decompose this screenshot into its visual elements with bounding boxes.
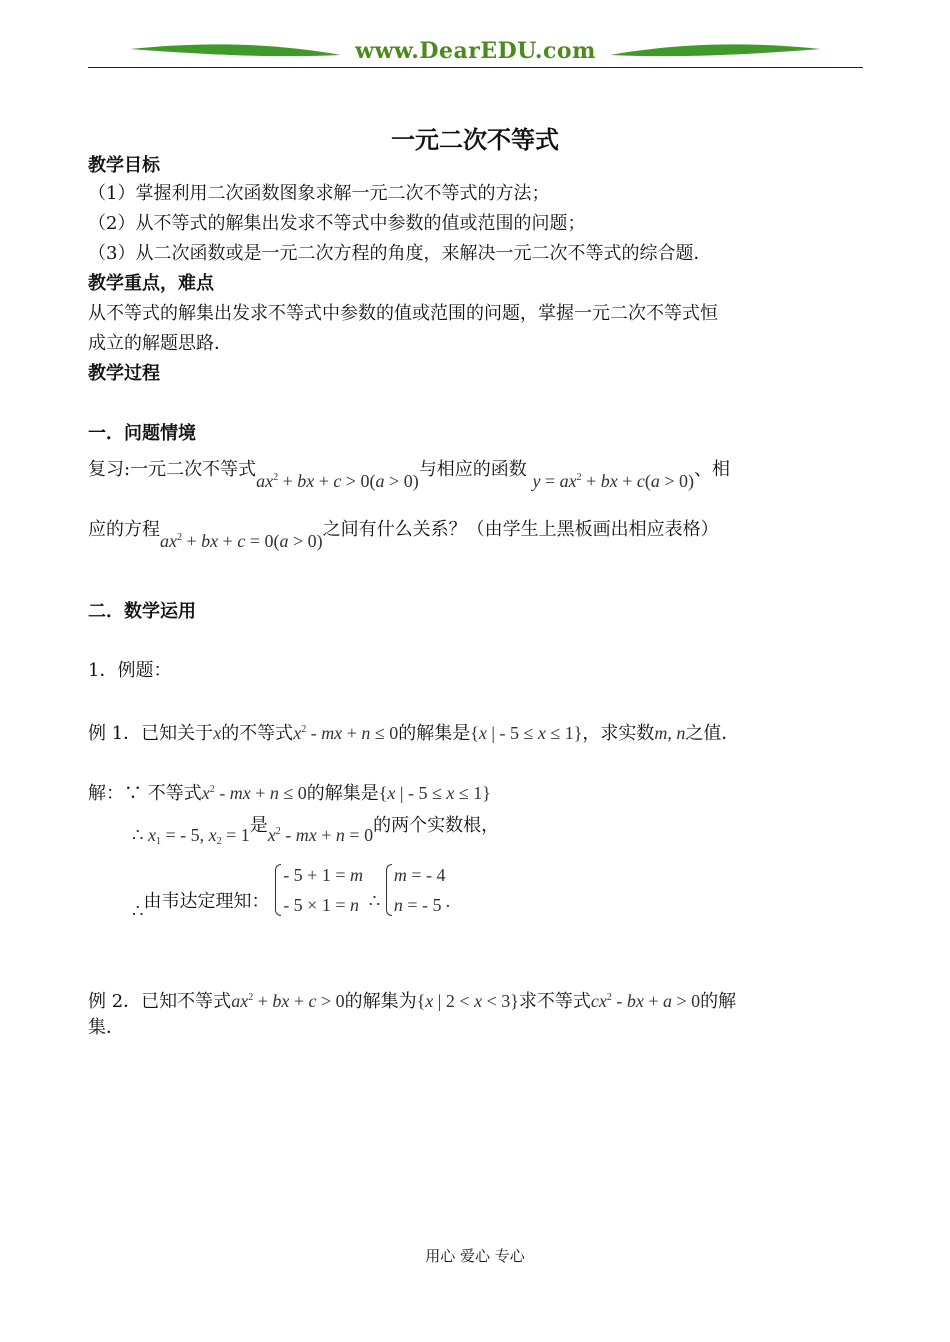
- therefore-icon-2: ∴: [368, 891, 381, 911]
- keypoints-heading: 教学重点，难点: [88, 273, 214, 294]
- math-roots: ∴ $x_1$ = - 5, $x_2 = 1$: [132, 825, 250, 847]
- solution-line-2: [132, 808, 912, 846]
- example1-text-a: 例 1．已知关于: [88, 723, 214, 744]
- therefore-icon: ∴: [132, 901, 144, 921]
- math-inequality-1: $x^2$ - mx + n ≤ 0: [293, 723, 399, 743]
- math-solution-set-3: {x | 2 < x < 3}: [416, 991, 519, 1011]
- example-2-line-2: 集．: [88, 1017, 124, 1038]
- review-line-2: [88, 512, 868, 551]
- math-system-1: - 5 + 1 = m - 5 × 1 = n: [275, 860, 363, 920]
- math-equation: $ax^2$ + bx + c = 0(a > 0): [160, 531, 323, 551]
- keypoints-line-1: 从不等式的解集出发求不等式中参数的值或范围的问题，掌握一元二次不等式恒: [88, 303, 718, 324]
- page-title: 一元二次不等式: [391, 126, 559, 154]
- goal-item-2: （2）从不等式的解集出发求不等式中参数的值或范围的问题；: [88, 213, 586, 234]
- page-header: [88, 34, 863, 68]
- review-text-e: 之间有什么关系？（由学生上黑板画出相应表格）: [322, 519, 719, 540]
- math-inequality-2: $x^2$ - mx + n ≤ 0: [201, 783, 307, 803]
- example1-text-e: 之值．: [685, 723, 740, 744]
- header-divider: [88, 67, 863, 68]
- math-inequality: $ax^2$ + bx + c > 0(a > 0): [256, 471, 419, 491]
- math-vars-mn: m, n: [654, 723, 686, 743]
- example2-text-c: 求不等式: [518, 991, 591, 1012]
- goals-heading: 教学目标: [88, 155, 160, 176]
- section1-heading: 一．问题情境: [88, 423, 196, 444]
- math-equation-2: $x^2$ - mx + n = 0: [267, 825, 374, 845]
- process-heading: 教学过程: [88, 363, 160, 384]
- example-2: [88, 984, 868, 1016]
- keypoints-line-2: 成立的解题思路．: [88, 333, 232, 354]
- example1-text-d: ，求实数: [582, 723, 655, 744]
- review-text-c: 、相: [694, 459, 731, 480]
- period-mark: .: [445, 891, 451, 911]
- math-solution-set-2: {x | - 5 ≤ x ≤ 1}: [378, 783, 491, 803]
- example2-text-d: 的解: [700, 991, 737, 1012]
- section2-heading: 二．数学运用: [88, 601, 196, 622]
- review-text-a: 复习:一元二次不等式: [88, 459, 257, 480]
- solution-text-e: 由韦达定理知：: [143, 891, 270, 912]
- solution-text-b: 的解集是: [306, 783, 379, 804]
- goal-item-3: （3）从二次函数或是一元二次方程的角度，来解决一元二次不等式的综合题．: [88, 243, 712, 264]
- math-solution-set-1: {x | - 5 ≤ x ≤ 1}: [470, 723, 583, 743]
- review-text-d: 应的方程: [88, 519, 160, 540]
- solution-text-d: 的两个实数根，: [373, 815, 500, 836]
- math-inequality-4: $cx^2$ - bx + a > 0: [590, 991, 701, 1011]
- site-logo: www.DearEDU.com: [355, 38, 596, 64]
- review-text-b: 与相应的函数: [418, 459, 527, 480]
- examples-label: 1．例题：: [88, 660, 172, 681]
- example2-text-b: 的解集为: [344, 991, 417, 1012]
- goal-item-1: （1）掌握利用二次函数图象求解一元二次不等式的方法；: [88, 183, 550, 204]
- example1-text-c: 的解集是: [398, 723, 471, 744]
- solution-line-1: [88, 776, 868, 808]
- math-inequality-3: $ax^2$ + bx + c > 0: [231, 991, 345, 1011]
- solution-line-3: [132, 865, 912, 932]
- example-1: [88, 716, 868, 748]
- solution-text-a: 解：∵ 不等式: [88, 783, 202, 804]
- math-system-2: m = - 4 n = - 5: [386, 860, 446, 920]
- example2-text-a: 例 2．已知不等式: [88, 991, 232, 1012]
- example1-text-b: 的不等式: [221, 723, 294, 744]
- solution-text-c: 是: [249, 815, 268, 836]
- math-function: $y = ax^2$ + bx + c(a > 0): [532, 471, 695, 491]
- math-var-x: x: [213, 723, 222, 743]
- review-line-1: [88, 452, 868, 491]
- page-footer: 用心 爱心 专心: [425, 1247, 525, 1265]
